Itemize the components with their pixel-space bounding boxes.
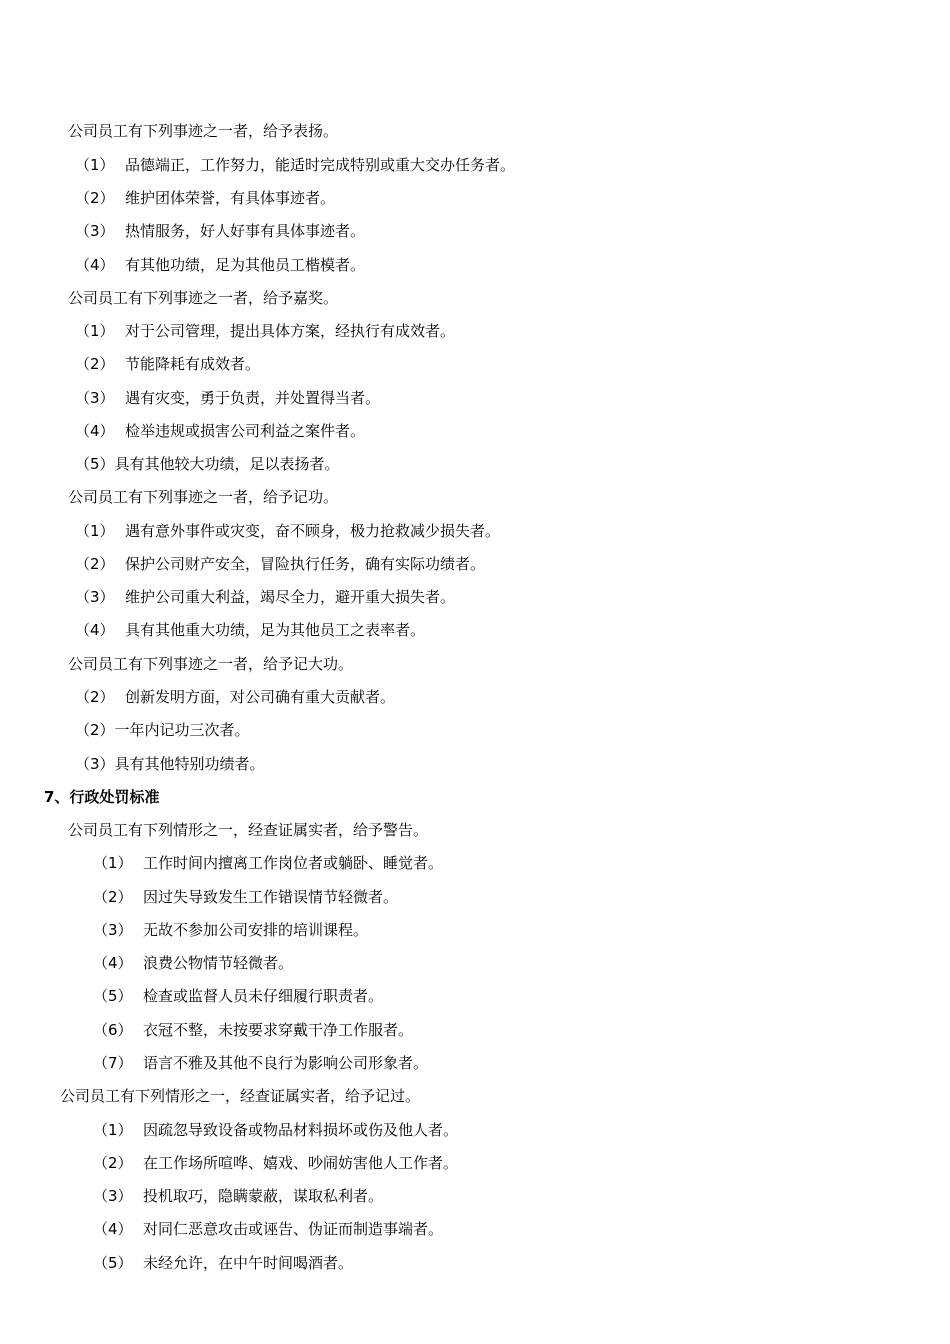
list-item: （2） 创新发明方面，对公司确有重大贡献者。 (75, 688, 396, 706)
list-item: （4） 具有其他重大功绩，足为其他员工之表率者。 (75, 621, 426, 639)
list-item: （5） 检查或监督人员未仔细履行职责者。 (93, 987, 384, 1005)
list-item: （1） 遇有意外事件或灾变，奋不顾身，极力抢救减少损失者。 (75, 522, 501, 540)
list-item: （5） 未经允许，在中午时间喝酒者。 (93, 1254, 354, 1272)
list-item: （2） 节能降耗有成效者。 (75, 355, 261, 373)
section-heading: 7、行政处罚标准 (44, 788, 160, 806)
paragraph-award-intro: 公司员工有下列事迹之一者，给予嘉奖。 (68, 289, 339, 307)
list-item: （7） 语言不雅及其他不良行为影响公司形象者。 (93, 1054, 429, 1072)
list-item: （2） 保护公司财产安全，冒险执行任务，确有实际功绩者。 (75, 555, 486, 573)
list-item: （4） 对同仁恶意攻击或诬告、伪证而制造事端者。 (93, 1220, 444, 1238)
list-item: （1） 品德端正，工作努力，能适时完成特别或重大交办任务者。 (75, 156, 516, 174)
list-item: （5）具有其他较大功绩，足以表扬者。 (75, 455, 340, 473)
paragraph-warning-intro: 公司员工有下列情形之一，经查证属实者，给予警告。 (68, 821, 429, 839)
list-item: （4） 检举违规或损害公司利益之案件者。 (75, 422, 366, 440)
list-item: （4） 有其他功绩，足为其他员工楷模者。 (75, 256, 366, 274)
list-item: （3） 无故不参加公司安排的培训课程。 (93, 921, 369, 939)
list-item: （2） 维护团体荣誉，有具体事迹者。 (75, 189, 336, 207)
paragraph-commendation-intro: 公司员工有下列事迹之一者，给予表扬。 (68, 122, 339, 140)
list-item: （1） 工作时间内擅离工作岗位者或躺卧、睡觉者。 (93, 854, 444, 872)
list-item: （4） 浪费公物情节轻微者。 (93, 954, 294, 972)
paragraph-demerit-intro: 公司员工有下列情形之一，经查证属实者，给予记过。 (60, 1087, 421, 1105)
list-item: （3） 投机取巧，隐瞒蒙蔽，谋取私利者。 (93, 1187, 384, 1205)
list-item: （6） 衣冠不整，未按要求穿戴干净工作服者。 (93, 1021, 414, 1039)
paragraph-major-merit-intro: 公司员工有下列事迹之一者，给予记大功。 (68, 655, 354, 673)
list-item: （1） 对于公司管理，提出具体方案，经执行有成效者。 (75, 322, 456, 340)
list-item: （3）具有其他特别功绩者。 (75, 755, 265, 773)
list-item: （3） 遇有灾变，勇于负责，并处置得当者。 (75, 389, 381, 407)
paragraph-merit-intro: 公司员工有下列事迹之一者，给予记功。 (68, 488, 339, 506)
list-item: （3） 维护公司重大利益，竭尽全力，避开重大损失者。 (75, 588, 456, 606)
list-item: （2） 因过失导致发生工作错误情节轻微者。 (93, 888, 399, 906)
list-item: （2）一年内记功三次者。 (75, 721, 250, 739)
list-item: （1） 因疏忽导致设备或物品材料损坏或伤及他人者。 (93, 1121, 459, 1139)
list-item: （3） 热情服务，好人好事有具体事迹者。 (75, 222, 366, 240)
list-item: （2） 在工作场所喧哗、嬉戏、吵闹妨害他人工作者。 (93, 1154, 459, 1172)
